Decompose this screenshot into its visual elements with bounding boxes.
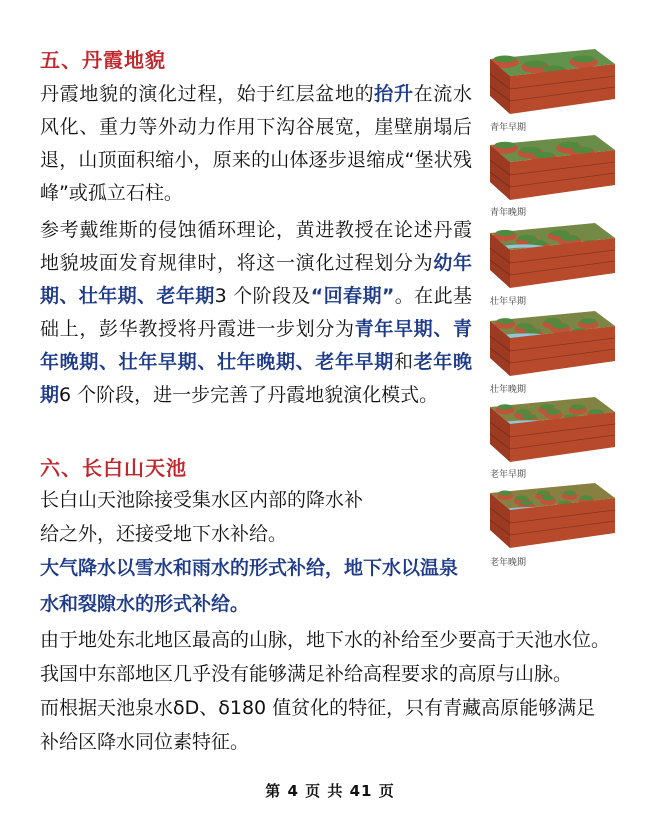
figure-old-early: [485, 392, 620, 467]
section-heading-tianchi: 六、长白山天池: [40, 456, 187, 480]
highlight-substages: 青年早期、青年晚期、壮年早期、壮年晚期、老年早期: [40, 318, 472, 373]
page-footer: 第 4 页 共 41 页: [265, 782, 395, 800]
tianchi-line-4: 我国中东部地区几乎没有能够满足补给高程要求的高原与山脉。: [40, 663, 573, 685]
block-diagram-icon: [485, 478, 620, 553]
figure-caption: 壮年晚期: [490, 385, 527, 395]
highlight-uplift: 抬升: [374, 83, 414, 105]
block-diagram-icon: [485, 130, 620, 205]
figure-young-late: [485, 130, 620, 205]
figure-caption: 老年晚期: [490, 558, 527, 568]
danxia-paragraph-2: [40, 214, 472, 412]
section-heading-danxia: 五、丹霞地貌: [40, 48, 166, 72]
danxia-paragraph-1: [40, 78, 472, 210]
text-span: 参考戴维斯的侵蚀循环理论，黄进教授在论述丹霞地貌坡面发育规律时，将这一演化过程划分为: [40, 219, 472, 274]
block-diagram-icon: [485, 218, 620, 293]
block-diagram-icon: [485, 306, 620, 381]
text-span: 在流水风化、重力等外动力作用下沟谷展宽，崖壁崩塌后退，山顶面积缩小，原来的山体逐步退缩成“堡状残峰”或孤立石柱。: [40, 83, 472, 204]
figure-young-early: [485, 44, 620, 119]
tianchi-line-2: 给之外，还接受地下水补给。: [40, 523, 288, 545]
highlight-late-old: 老年晚期: [40, 351, 472, 406]
figure-caption: 青年晚期: [490, 208, 527, 218]
figure-mature-early: [485, 218, 620, 293]
figure-caption: 青年早期: [490, 123, 527, 133]
tianchi-line-6: 补给区降水同位素特征。: [40, 731, 250, 753]
block-diagram-icon: [485, 44, 620, 119]
highlight-rejuvenation: “回春期”: [310, 285, 395, 307]
tianchi-bold-line-2: 水和裂隙水的形式补给。: [40, 593, 250, 615]
text-span: 和: [393, 351, 414, 373]
tianchi-line-1: 长白山天池除接受集水区内部的降水补: [40, 489, 364, 511]
text-span: 3 个阶段及: [214, 285, 311, 307]
text-span: 丹霞地貌的演化过程，始于红层盆地的: [40, 83, 375, 105]
text-span: 6 个阶段，进一步完善了丹霞地貌演化模式。: [59, 384, 439, 406]
highlight-stages: 幼年期、壮年期、老年期: [40, 252, 472, 307]
tianchi-bold-line-1: 大气降水以雪水和雨水的形式补给，地下水以温泉: [40, 557, 459, 579]
text-span: 。在此基础上，彭华教授将丹霞进一步划分为: [40, 285, 472, 340]
figure-caption: 老年早期: [490, 470, 527, 480]
tianchi-line-3: 由于地处东北地区最高的山脉，地下水的补给至少要高于天池水位。: [40, 629, 611, 651]
block-diagram-icon: [485, 392, 620, 467]
figure-mature-late: [485, 306, 620, 381]
tianchi-line-5: 而根据天池泉水δD、δ180 值贫化的特征，只有青藏高原能够满足: [40, 697, 596, 719]
figure-caption: 壮年早期: [490, 297, 527, 307]
figure-old-late: [485, 478, 620, 553]
